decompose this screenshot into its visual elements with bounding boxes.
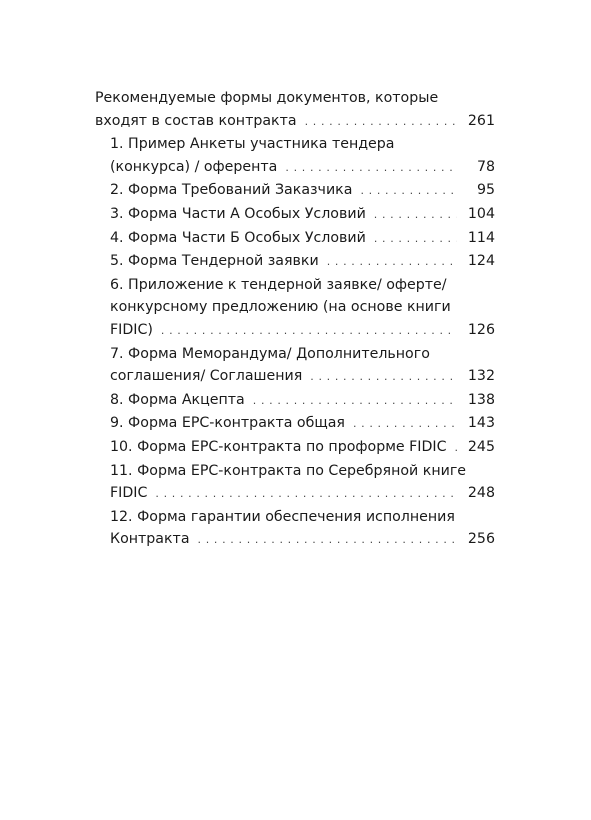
toc-entry-last-line — [110, 250, 495, 274]
toc-entry — [95, 389, 495, 413]
toc-entry-title-line: конкурсному предложению (на основе книги — [110, 299, 451, 316]
toc-entry-title-line: 7. Форма Меморандума/ Дополнительного — [110, 345, 430, 362]
page-number: 261 — [467, 112, 495, 129]
toc-entry-title-line: 4. Форма Части Б Особых Условий — [110, 229, 366, 246]
toc-entry — [95, 506, 495, 552]
toc-entry-last-line — [110, 389, 495, 413]
toc-entry-title-line: 12. Форма гарантии обеспечения исполнения — [110, 508, 455, 525]
page-number: 248 — [467, 485, 495, 502]
toc-entry — [95, 274, 495, 343]
page-number: 124 — [467, 253, 495, 270]
toc-entry — [95, 179, 495, 203]
page-number: 114 — [467, 229, 495, 246]
dot-leader — [285, 157, 457, 180]
toc-entry-title-line: FIDIC — [110, 485, 148, 502]
toc-entry-last-line — [110, 436, 495, 460]
toc-entry-last-line — [110, 412, 495, 436]
toc-entry-last-line — [110, 319, 495, 343]
dot-leader — [374, 204, 457, 227]
toc-entry-title-line: Рекомендуемые формы документов, которые — [95, 90, 439, 106]
toc-entry-last-line — [110, 365, 495, 389]
toc-entry — [95, 203, 495, 227]
toc-entry-last-line — [110, 482, 495, 506]
page-number: 138 — [467, 391, 495, 408]
dot-leader — [253, 390, 457, 413]
toc-entry — [95, 250, 495, 274]
toc-entry-last-line — [110, 528, 495, 552]
toc-entry-title-line: 10. Форма EPC-контракта по проформе FIDIC — [110, 438, 447, 455]
dot-leader — [374, 228, 457, 251]
toc-entry — [95, 87, 495, 133]
toc-entry-title-line: FIDIC) — [110, 321, 153, 338]
toc-entry — [95, 460, 495, 506]
dot-leader — [198, 529, 457, 552]
toc-entry — [95, 412, 495, 436]
dot-leader — [353, 413, 457, 436]
page-number: 132 — [467, 368, 495, 385]
dot-leader — [305, 111, 457, 134]
dot-leader — [360, 180, 457, 203]
toc-entry-title-line: 8. Форма Акцепта — [110, 391, 245, 408]
toc-entry-title-line: 3. Форма Части А Особых Условий — [110, 205, 366, 222]
page-number: 95 — [476, 182, 495, 199]
toc-entry-title-line: 11. Форма EPC-контракта по Серебряной книге — [110, 462, 467, 479]
page-number: 256 — [467, 531, 495, 548]
page-number: 104 — [467, 205, 495, 222]
toc-entry-last-line — [110, 179, 495, 203]
toc-entry-title-line: 9. Форма EPC-контракта общая — [110, 415, 345, 432]
table-of-contents — [95, 87, 495, 552]
page-number: 78 — [476, 158, 495, 175]
toc-entry — [95, 227, 495, 251]
toc-entry-last-line — [110, 203, 495, 227]
toc-entry — [95, 133, 495, 179]
dot-leader — [327, 251, 457, 274]
toc-entry — [95, 436, 495, 460]
toc-entry-title-line: (конкурса) / оферента — [110, 158, 278, 175]
toc-entry-title-line: соглашения/ Соглашения — [110, 368, 303, 385]
page-number: 245 — [467, 438, 495, 455]
dot-leader — [161, 320, 457, 343]
toc-entry-last-line — [95, 110, 495, 134]
toc-entry-last-line — [110, 227, 495, 251]
dot-leader — [455, 437, 458, 460]
toc-entry-title-line: 6. Приложение к тендерной заявке/ оферте/ — [110, 276, 447, 293]
toc-entry-title-line: входят в состав контракта — [95, 112, 297, 129]
page-number: 143 — [467, 415, 495, 432]
dot-leader — [310, 366, 457, 389]
toc-entry-title-line: 1. Пример Анкеты участника тендера — [110, 136, 395, 153]
dot-leader — [155, 483, 457, 506]
toc-entry-title-line: 5. Форма Тендерной заявки — [110, 253, 319, 270]
toc-entry-title-line: Контракта — [110, 531, 190, 548]
toc-entry-title-line: 2. Форма Требований Заказчика — [110, 182, 353, 199]
page-number: 126 — [467, 321, 495, 338]
toc-entry-last-line — [110, 156, 495, 180]
toc-entry — [95, 343, 495, 389]
